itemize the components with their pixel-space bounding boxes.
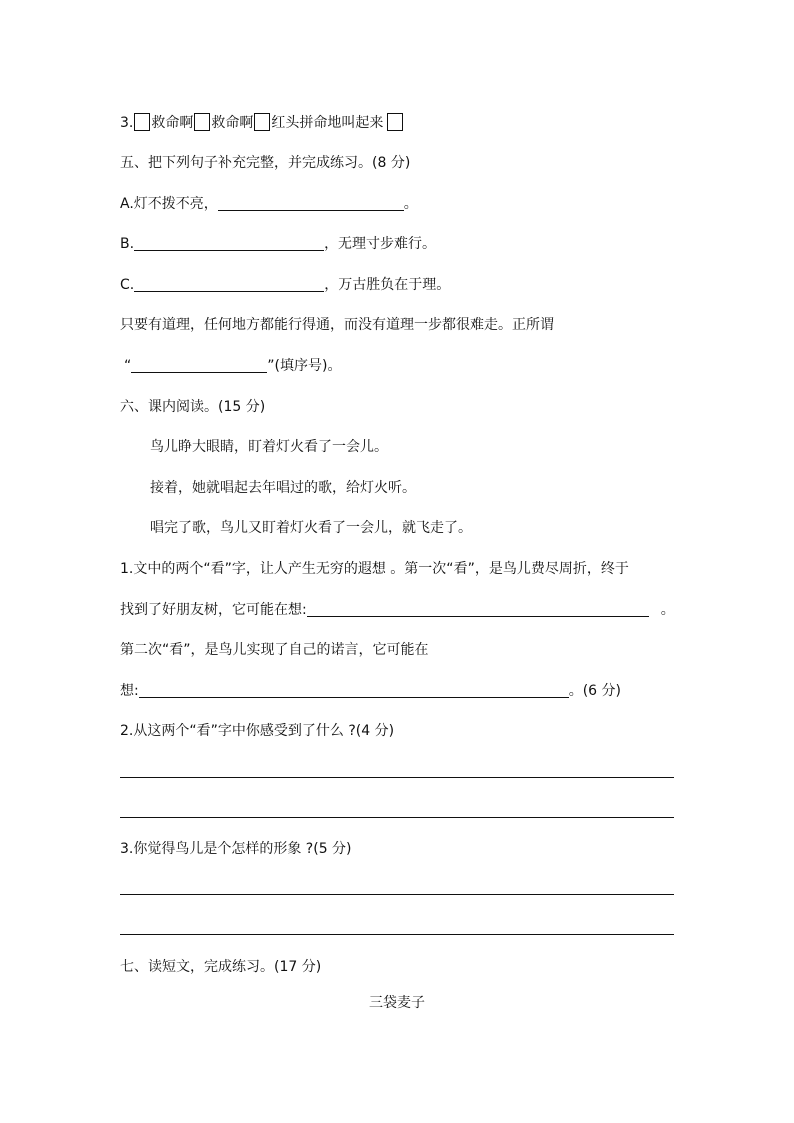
period: 。 (660, 602, 675, 618)
question-number: 3. (120, 115, 134, 131)
sentence-b-suffix: ，无理寸步难行。 (324, 236, 437, 252)
score-note: 。(6 分) (568, 683, 621, 699)
answer-line[interactable] (120, 777, 674, 778)
text-segment: 救命啊 (211, 115, 254, 131)
section-6-heading: 六、课内阅读。(15 分) (120, 399, 266, 415)
question-1-line-3: 第二次“看”，是鸟儿实现了自己的诺言，它可能在 (120, 642, 429, 658)
story-title: 三袋麦子 (369, 995, 425, 1011)
punctuation-box[interactable] (194, 113, 210, 131)
sentence-c-suffix: ，万古胜负在于理。 (324, 277, 451, 293)
answer-line[interactable] (120, 817, 674, 818)
passage-paragraph: 接着，她就唱起去年唱过的歌，给灯火听。 (150, 480, 416, 496)
sentence-b-prefix: B. (120, 236, 135, 252)
answer-blank[interactable] (139, 683, 569, 698)
question-1-prompt: 找到了好朋友树，它可能在想: (120, 602, 307, 618)
question-3: 3.你觉得鸟儿是个怎样的形象 ?(5 分) (120, 841, 352, 857)
answer-line[interactable] (120, 934, 674, 935)
number-blank[interactable] (131, 358, 267, 373)
open-quote: “ (124, 358, 132, 374)
close-quote-note: ”(填序号)。 (267, 358, 342, 374)
sentence-a-prefix: A.灯不拨不亮， (120, 196, 218, 212)
question-1-prompt-2: 想: (120, 683, 139, 699)
answer-line[interactable] (120, 894, 674, 895)
sentence-b (120, 234, 436, 254)
answer-blank[interactable] (307, 602, 649, 617)
punctuation-box[interactable] (134, 113, 150, 131)
punctuation-box[interactable] (387, 113, 403, 131)
section-7-heading: 七、读短文，完成练习。(17 分) (120, 959, 322, 975)
question-2: 2.从这两个“看”字中你感受到了什么 ?(4 分) (120, 723, 395, 739)
text-segment: 红头拼命地叫起来 (271, 115, 384, 131)
question-1-line-4 (120, 681, 621, 701)
section-5-note: 只要有道理，任何地方都能行得通，而没有道理一步都很难走。正所谓 (120, 317, 554, 333)
sentence-c-prefix: C. (120, 277, 135, 293)
section-5-fill (124, 356, 341, 376)
passage-paragraph: 鸟儿睁大眼睛，盯着灯火看了一会儿。 (150, 439, 388, 455)
sentence-b-blank[interactable] (134, 236, 324, 251)
passage-paragraph: 唱完了歌，鸟儿又盯着灯火看了一会儿，就飞走了。 (150, 520, 472, 536)
text-segment: 救命啊 (151, 115, 194, 131)
sentence-a-suffix: 。 (403, 196, 418, 212)
punctuation-question-3 (120, 113, 404, 133)
question-1-line-2 (120, 600, 675, 620)
sentence-a (120, 194, 418, 214)
sentence-c (120, 275, 450, 295)
punctuation-box[interactable] (254, 113, 270, 131)
sentence-c-blank[interactable] (134, 277, 324, 292)
question-1-line-1: 1.文中的两个“看”字，让人产生无穷的遐想 。第一次“看”，是鸟儿费尽周折，终于 (120, 561, 629, 577)
section-5-heading: 五、把下列句子补充完整，并完成练习。(8 分) (120, 155, 411, 171)
sentence-a-blank[interactable] (218, 196, 404, 211)
